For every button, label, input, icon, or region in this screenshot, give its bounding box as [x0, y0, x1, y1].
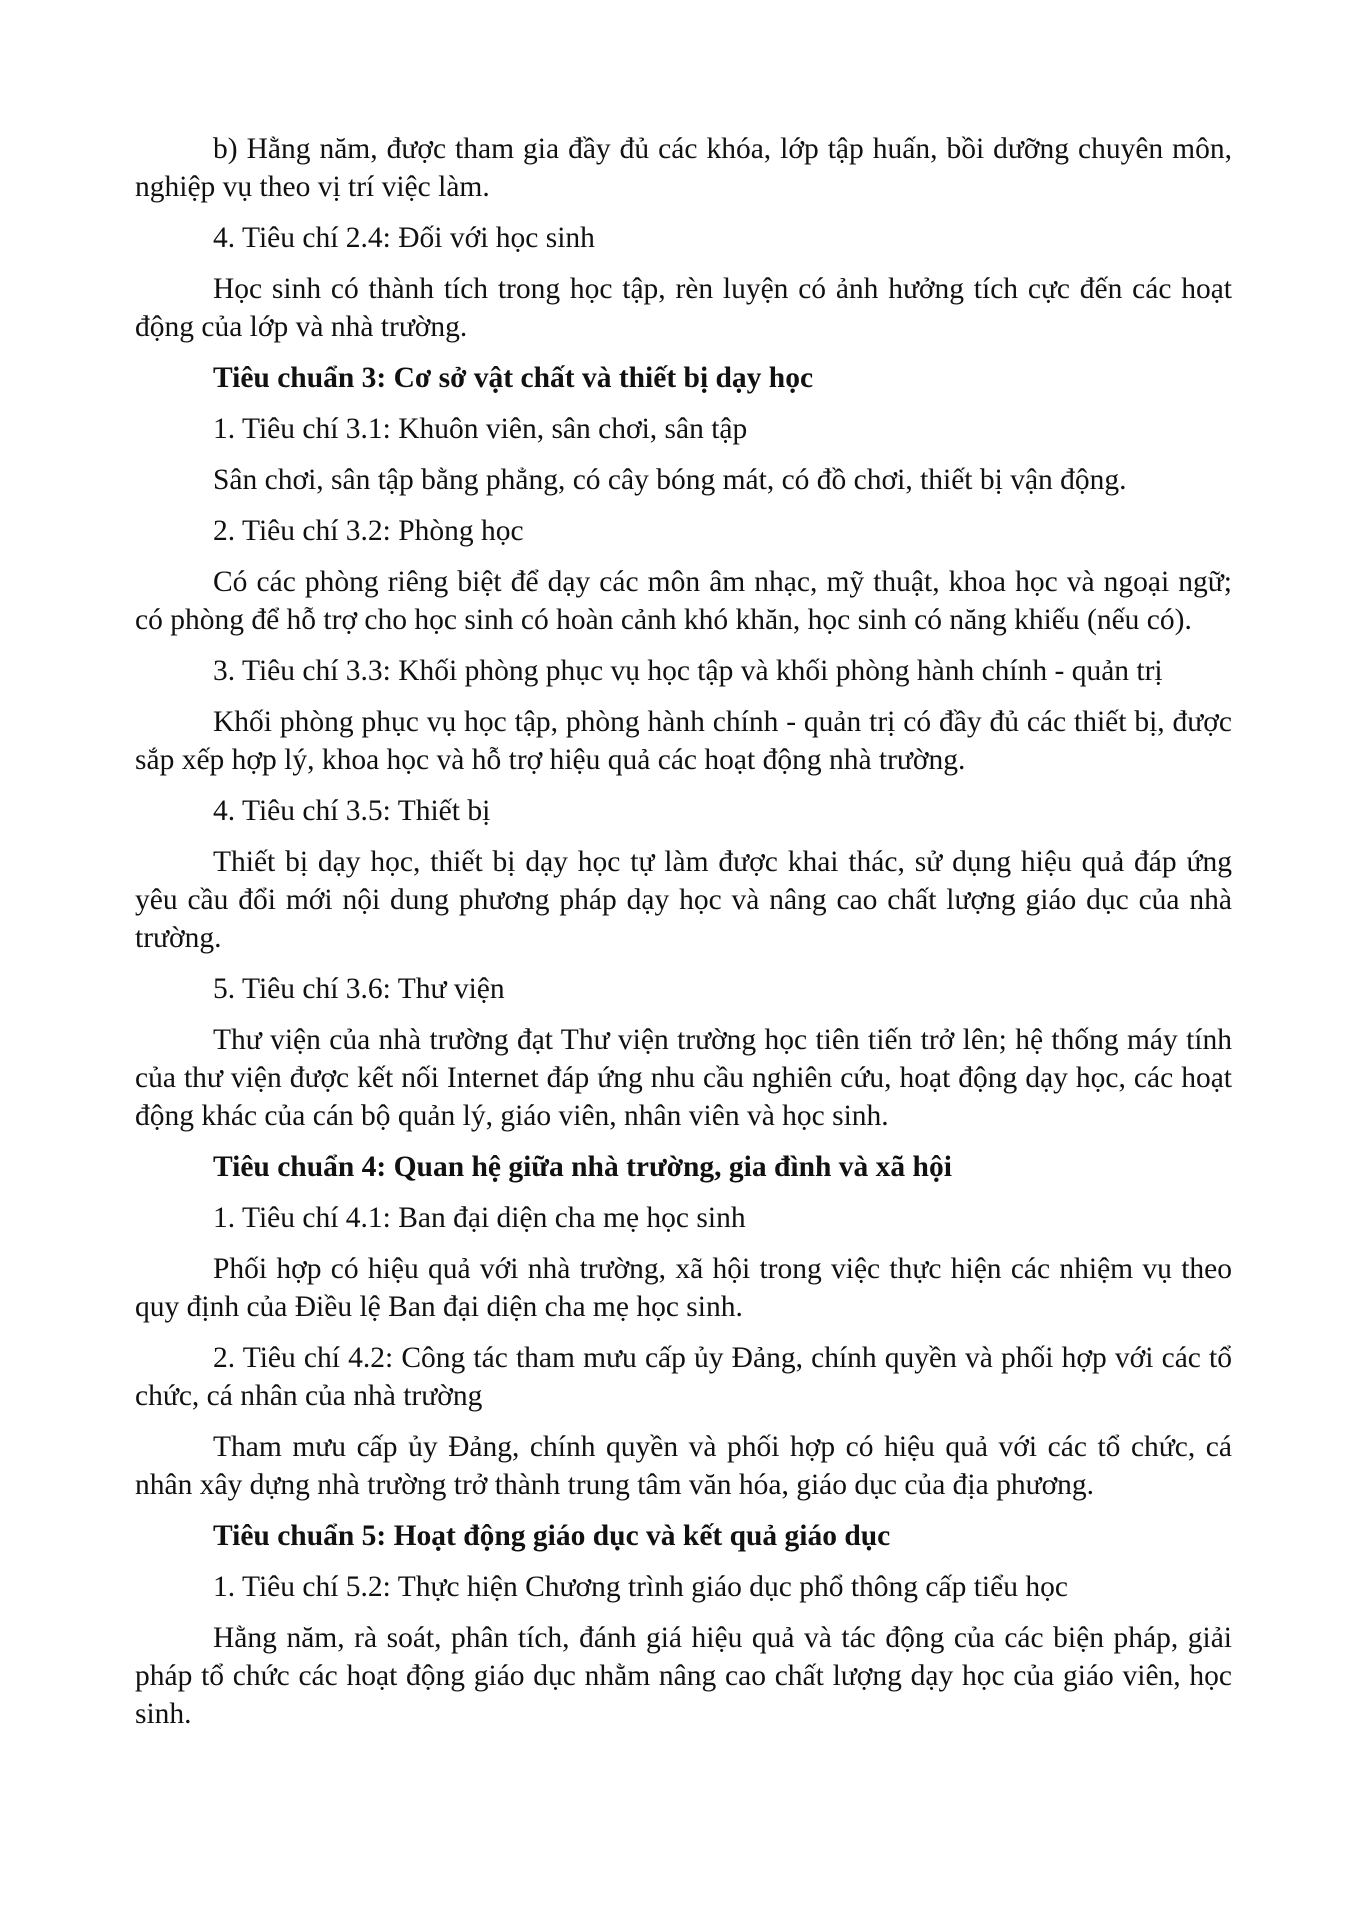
- criterion-title: 4. Tiêu chí 2.4: Đối với học sinh: [213, 222, 595, 254]
- section-heading: Tiêu chuẩn 3: Cơ sở vật chất và thiết bị dạy học: [213, 362, 814, 394]
- paragraph: Khối phòng phục vụ học tập, phòng hành chính - quản trị có đầy đủ các thiết bị, được sắp xếp hợp lý, khoa học và hỗ trợ hiệu quả các hoạt động nhà trường.: [135, 706, 1232, 776]
- criterion-title: 2. Tiêu chí 3.2: Phòng học: [213, 515, 524, 547]
- paragraph: Sân chơi, sân tập bằng phẳng, có cây bóng mát, có đồ chơi, thiết bị vận động.: [213, 464, 1127, 496]
- criterion-title: 1. Tiêu chí 4.1: Ban đại diện cha mẹ học sinh: [213, 1202, 746, 1234]
- criterion-title: 4. Tiêu chí 3.5: Thiết bị: [213, 795, 491, 827]
- paragraph: b) Hằng năm, được tham gia đầy đủ các khóa, lớp tập huấn, bồi dưỡng chuyên môn, nghiệp vụ theo vị trí việc làm.: [135, 133, 1232, 203]
- document-page: [135, 130, 1232, 1746]
- section-heading: Tiêu chuẩn 4: Quan hệ giữa nhà trường, gia đình và xã hội: [213, 1151, 952, 1183]
- paragraph: Hằng năm, rà soát, phân tích, đánh giá hiệu quả và tác động của các biện pháp, giải pháp tổ chức các hoạt động giáo dục nhằm nâng cao chất lượng dạy học của giáo viên, học sinh.: [135, 1622, 1232, 1730]
- paragraph: Thư viện của nhà trường đạt Thư viện trường học tiên tiến trở lên; hệ thống máy tính của thư viện được kết nối Internet đáp ứng nhu cầu nghiên cứu, hoạt động dạy học, các hoạt động khác của cán bộ quản lý, giáo viên, nhân viên và học sinh.: [135, 1024, 1232, 1132]
- criterion-title: 1. Tiêu chí 5.2: Thực hiện Chương trình giáo dục phổ thông cấp tiểu học: [213, 1571, 1068, 1603]
- paragraph: Thiết bị dạy học, thiết bị dạy học tự làm được khai thác, sử dụng hiệu quả đáp ứng yêu cầu đổi mới nội dung phương pháp dạy học và nâng cao chất lượng giáo dục của nhà trường.: [135, 846, 1232, 954]
- section-heading: Tiêu chuẩn 5: Hoạt động giáo dục và kết quả giáo dục: [213, 1520, 891, 1552]
- paragraph: Phối hợp có hiệu quả với nhà trường, xã hội trong việc thực hiện các nhiệm vụ theo quy định của Điều lệ Ban đại diện cha mẹ học sinh.: [135, 1253, 1232, 1323]
- criterion-title: 3. Tiêu chí 3.3: Khối phòng phục vụ học tập và khối phòng hành chính - quản trị: [213, 655, 1163, 687]
- paragraph: Học sinh có thành tích trong học tập, rèn luyện có ảnh hưởng tích cực đến các hoạt động của lớp và nhà trường.: [135, 273, 1232, 343]
- criterion-title: 5. Tiêu chí 3.6: Thư viện: [213, 973, 505, 1005]
- paragraph: Tham mưu cấp ủy Đảng, chính quyền và phối hợp có hiệu quả với các tổ chức, cá nhân xây dựng nhà trường trở thành trung tâm văn hóa, giáo dục của địa phương.: [135, 1431, 1232, 1501]
- criterion-title: 1. Tiêu chí 3.1: Khuôn viên, sân chơi, sân tập: [213, 413, 748, 445]
- paragraph: Có các phòng riêng biệt để dạy các môn âm nhạc, mỹ thuật, khoa học và ngoại ngữ; có phòng để hỗ trợ cho học sinh có hoàn cảnh khó khăn, học sinh có năng khiếu (nếu có).: [135, 566, 1232, 636]
- criterion-title: 2. Tiêu chí 4.2: Công tác tham mưu cấp ủy Đảng, chính quyền và phối hợp với các tổ chức, cá nhân của nhà trường: [135, 1342, 1232, 1412]
